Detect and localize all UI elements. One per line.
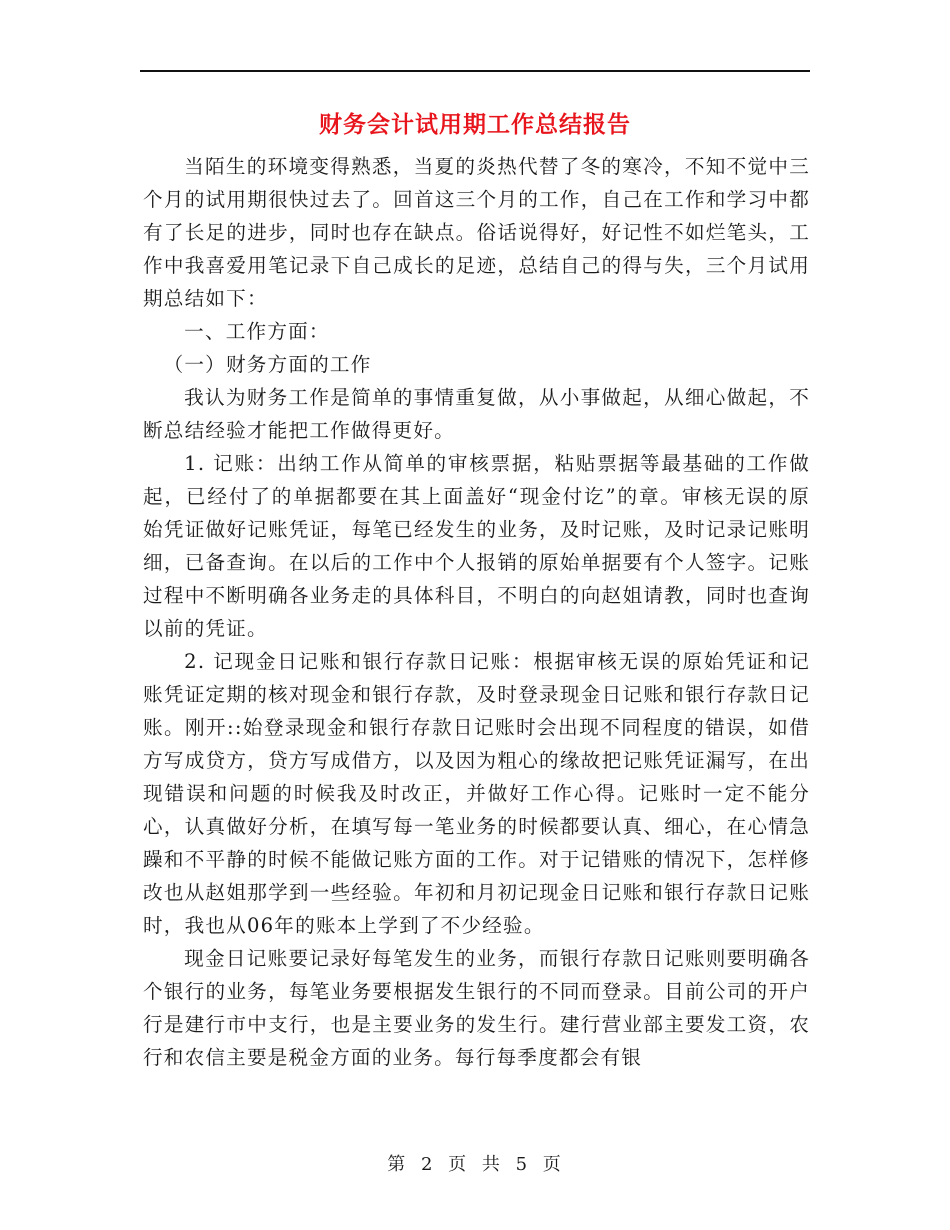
paragraph-journals: 2. 记现金日记账和银行存款日记账：根据审核无误的原始凭证和记账凭证定期的核对现金和银行存款，及时登录现金日记账和银行存款日记账。刚开::始登录现金和银行存款日记账时会出现不同程度的错误，如借方写成贷方，贷方写成借方，以及因为粗心的缘故把记账凭证漏写，在出现错误和问题的时候我及时改正，并做好工作心得。记账时一定不能分心，认真做好分析，在填写每一笔业务的时候都要认真、细心，在心情急躁和不平静的时候不能做记账方面的工作。对于记错账的情况下，怎样修改也从赵姐那学到一些经验。年初和月初记现金日记账和银行存款日记账时，我也从06年的账本上学到了不少经验。 <box>143 650 810 937</box>
header-rule <box>140 70 810 72</box>
paragraph-bookkeeping: 1. 记账：出纳工作从简单的审核票据，粘贴票据等最基础的工作做起，已经付了的单据都要在其上面盖好“现金付讫”的章。审核无误的原始凭证做好记账凭证，每笔已经发生的业务，及时记账，及时记录记账明细，已备查询。在以后的工作中个人报销的原始单据要有个人签字。记账过程中不断明确各业务走的具体科目，不明白的向赵姐请教，同时也查询以前的凭证。 <box>143 452 810 640</box>
subsection-heading-finance: （一）财务方面的工作 <box>163 353 372 376</box>
paragraph-cash-bank-journal: 现金日记账要记录好每笔发生的业务，而银行存款日记账则要明确各个银行的业务，每笔业务要根据发生银行的不同而登录。目前公司的开户行是建行市中支行，也是主要业务的发生行。建行营业部主要发工资，农行和农信主要是税金方面的业务。每行每季度都会有银 <box>143 947 810 1069</box>
section-heading-work: 一、工作方面： <box>184 320 330 343</box>
paragraph-finance-view: 我认为财务工作是简单的事情重复做，从小事做起，从细心做起，不断总结经验才能把工作做得更好。 <box>143 386 810 442</box>
document-title: 财务会计试用期工作总结报告 <box>319 112 631 138</box>
page-indicator: 第 2 页 共 5 页 <box>387 1154 563 1175</box>
paragraph-intro: 当陌生的环境变得熟悉，当夏的炎热代替了冬的寒冷，不知不觉中三个月的试用期很快过去了。回首这三个月的工作，自己在工作和学习中都有了长足的进步，同时也存在缺点。俗话说得好，好记性不如烂笔头，工作中我喜爱用笔记录下自己成长的足迹，总结自己的得与失，三个月试用期总结如下： <box>143 155 810 310</box>
document-body <box>143 150 810 1074</box>
